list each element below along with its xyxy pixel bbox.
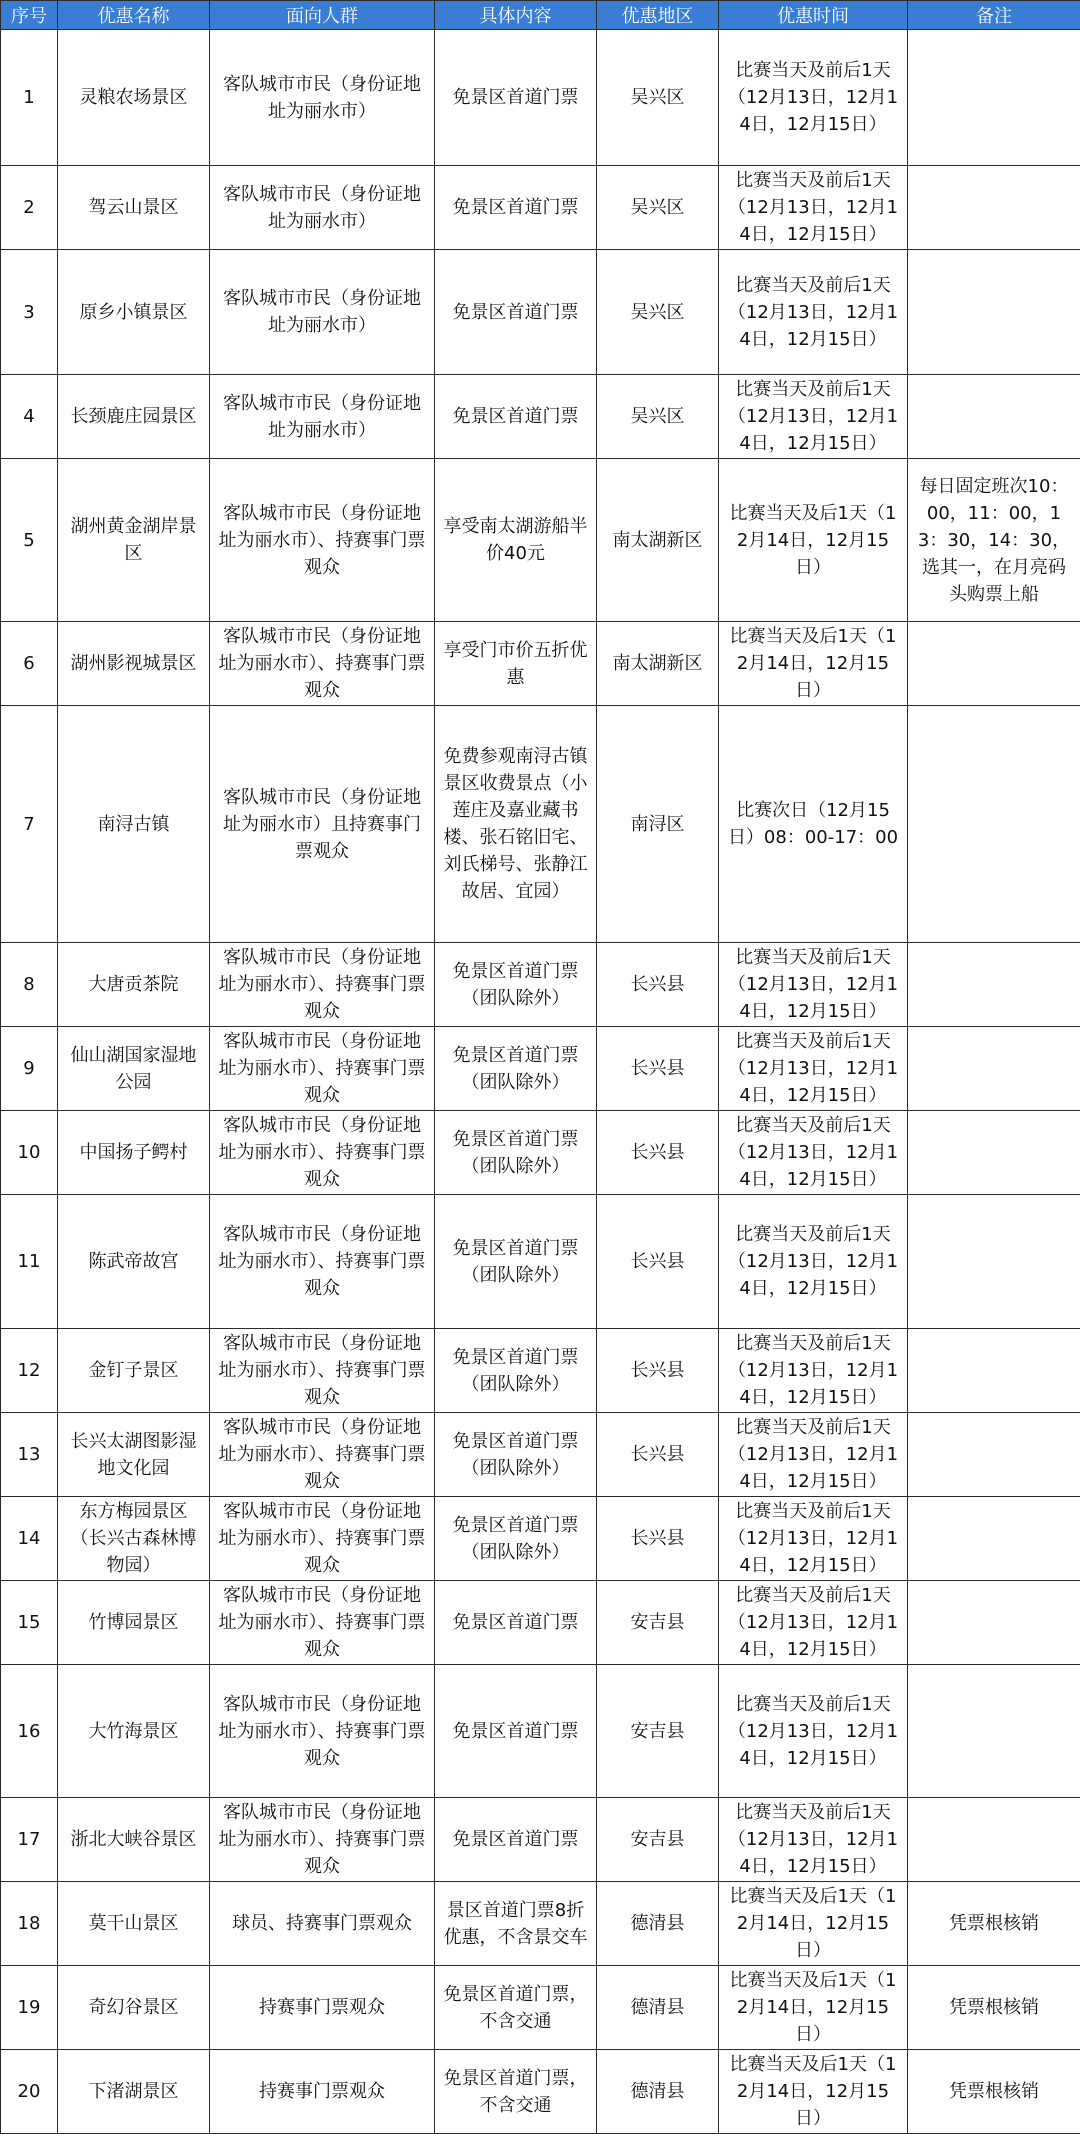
- cell-note: [908, 1111, 1080, 1195]
- cell-no: 7: [1, 706, 58, 943]
- cell-audience: 客队城市市民（身份证地址为丽水市）、持赛事门票观众: [210, 1329, 435, 1413]
- cell-content: 免景区首道门票: [435, 166, 597, 250]
- cell-area: 长兴县: [597, 943, 719, 1027]
- table-row: [1, 706, 1080, 943]
- cell-time: 比赛当天及前后1天（12月13日，12月14日，12月15日）: [719, 1111, 908, 1195]
- cell-name: 长颈鹿庄园景区: [58, 375, 210, 459]
- header-no: 序号: [1, 1, 58, 30]
- cell-time: 比赛次日（12月15日）08：00-17：00: [719, 706, 908, 943]
- cell-content: 免景区首道门票: [435, 250, 597, 375]
- cell-name: 原乡小镇景区: [58, 250, 210, 375]
- header-area: 优惠地区: [597, 1, 719, 30]
- cell-no: 12: [1, 1329, 58, 1413]
- cell-area: 南浔区: [597, 706, 719, 943]
- cell-audience: 客队城市市民（身份证地址为丽水市）、持赛事门票观众: [210, 1665, 435, 1798]
- cell-note: [908, 1497, 1080, 1581]
- cell-name: 仙山湖国家湿地公园: [58, 1027, 210, 1111]
- cell-time: 比赛当天及后1天（12月14日，12月15日）: [719, 1882, 908, 1966]
- cell-name: 浙北大峡谷景区: [58, 1798, 210, 1882]
- cell-audience: 客队城市市民（身份证地址为丽水市）且持赛事门票观众: [210, 706, 435, 943]
- cell-note: [908, 1581, 1080, 1665]
- cell-audience: 客队城市市民（身份证地址为丽水市）、持赛事门票观众: [210, 1798, 435, 1882]
- cell-area: 吴兴区: [597, 30, 719, 166]
- cell-content: 免景区首道门票（团队除外）: [435, 1111, 597, 1195]
- cell-audience: 客队城市市民（身份证地址为丽水市）: [210, 30, 435, 166]
- cell-area: 长兴县: [597, 1027, 719, 1111]
- cell-area: 吴兴区: [597, 166, 719, 250]
- table-row: [1, 1882, 1080, 1966]
- cell-content: 免景区首道门票，不含交通: [435, 2050, 597, 2134]
- cell-no: 8: [1, 943, 58, 1027]
- cell-content: 免景区首道门票（团队除外）: [435, 1413, 597, 1497]
- cell-no: 9: [1, 1027, 58, 1111]
- cell-time: 比赛当天及后1天（12月14日，12月15日）: [719, 622, 908, 706]
- table-row: [1, 943, 1080, 1027]
- table-row: [1, 1665, 1080, 1798]
- cell-name: 莫干山景区: [58, 1882, 210, 1966]
- cell-audience: 客队城市市民（身份证地址为丽水市）、持赛事门票观众: [210, 1413, 435, 1497]
- cell-name: 东方梅园景区（长兴古森林博物园）: [58, 1497, 210, 1581]
- cell-area: 长兴县: [597, 1111, 719, 1195]
- cell-time: 比赛当天及前后1天（12月13日，12月14日，12月15日）: [719, 1195, 908, 1329]
- cell-no: 5: [1, 459, 58, 622]
- table-row: [1, 1027, 1080, 1111]
- header-content: 具体内容: [435, 1, 597, 30]
- cell-note: [908, 1798, 1080, 1882]
- table-row: [1, 622, 1080, 706]
- cell-area: 长兴县: [597, 1195, 719, 1329]
- cell-no: 20: [1, 2050, 58, 2134]
- cell-content: 免景区首道门票，不含交通: [435, 1966, 597, 2050]
- cell-name: 下渚湖景区: [58, 2050, 210, 2134]
- table-row: [1, 1329, 1080, 1413]
- table-row: [1, 1798, 1080, 1882]
- cell-area: 长兴县: [597, 1329, 719, 1413]
- cell-note: 凭票根核销: [908, 1882, 1080, 1966]
- cell-name: 中国扬子鳄村: [58, 1111, 210, 1195]
- cell-content: 免费参观南浔古镇景区收费景点（小莲庄及嘉业藏书楼、张石铭旧宅、刘氏梯号、张静江故居、宜园）: [435, 706, 597, 943]
- cell-content: 免景区首道门票（团队除外）: [435, 1497, 597, 1581]
- cell-area: 德清县: [597, 1882, 719, 1966]
- cell-note: [908, 30, 1080, 166]
- cell-no: 13: [1, 1413, 58, 1497]
- cell-time: 比赛当天及后1天（12月14日，12月15日）: [719, 2050, 908, 2134]
- cell-content: 免景区首道门票: [435, 1665, 597, 1798]
- cell-time: 比赛当天及前后1天（12月13日，12月14日，12月15日）: [719, 1329, 908, 1413]
- cell-name: 灵粮农场景区: [58, 30, 210, 166]
- cell-audience: 客队城市市民（身份证地址为丽水市）、持赛事门票观众: [210, 459, 435, 622]
- cell-time: 比赛当天及前后1天（12月13日，12月14日，12月15日）: [719, 375, 908, 459]
- cell-no: 6: [1, 622, 58, 706]
- cell-note: [908, 1027, 1080, 1111]
- table-row: [1, 166, 1080, 250]
- cell-audience: 持赛事门票观众: [210, 1966, 435, 2050]
- cell-note: [908, 1329, 1080, 1413]
- cell-time: 比赛当天及前后1天（12月13日，12月14日，12月15日）: [719, 30, 908, 166]
- cell-note: [908, 1665, 1080, 1798]
- table-row: [1, 459, 1080, 622]
- cell-content: 免景区首道门票（团队除外）: [435, 1027, 597, 1111]
- cell-no: 19: [1, 1966, 58, 2050]
- cell-content: 免景区首道门票: [435, 1581, 597, 1665]
- table-header-row: [1, 1, 1080, 30]
- cell-content: 免景区首道门票（团队除外）: [435, 1195, 597, 1329]
- cell-no: 14: [1, 1497, 58, 1581]
- cell-note: [908, 1413, 1080, 1497]
- cell-audience: 客队城市市民（身份证地址为丽水市）: [210, 166, 435, 250]
- header-name: 优惠名称: [58, 1, 210, 30]
- cell-time: 比赛当天及前后1天（12月13日，12月14日，12月15日）: [719, 1665, 908, 1798]
- table-row: [1, 30, 1080, 166]
- cell-time: 比赛当天及前后1天（12月13日，12月14日，12月15日）: [719, 1798, 908, 1882]
- cell-name: 湖州黄金湖岸景区: [58, 459, 210, 622]
- cell-time: 比赛当天及前后1天（12月13日，12月14日，12月15日）: [719, 943, 908, 1027]
- table-row: [1, 1195, 1080, 1329]
- cell-content: 免景区首道门票: [435, 1798, 597, 1882]
- cell-audience: 客队城市市民（身份证地址为丽水市）: [210, 250, 435, 375]
- cell-name: 大竹海景区: [58, 1665, 210, 1798]
- cell-name: 竹博园景区: [58, 1581, 210, 1665]
- cell-audience: 客队城市市民（身份证地址为丽水市）、持赛事门票观众: [210, 943, 435, 1027]
- cell-time: 比赛当天及前后1天（12月13日，12月14日，12月15日）: [719, 166, 908, 250]
- table-row: [1, 1413, 1080, 1497]
- cell-time: 比赛当天及后1天（12月14日，12月15日）: [719, 1966, 908, 2050]
- cell-content: 免景区首道门票（团队除外）: [435, 943, 597, 1027]
- cell-content: 免景区首道门票: [435, 375, 597, 459]
- table-row: [1, 375, 1080, 459]
- cell-area: 德清县: [597, 1966, 719, 2050]
- cell-name: 陈武帝故宫: [58, 1195, 210, 1329]
- cell-note: [908, 622, 1080, 706]
- cell-audience: 持赛事门票观众: [210, 2050, 435, 2134]
- cell-audience: 客队城市市民（身份证地址为丽水市）、持赛事门票观众: [210, 1195, 435, 1329]
- table-row: [1, 1581, 1080, 1665]
- cell-area: 长兴县: [597, 1413, 719, 1497]
- cell-note: 凭票根核销: [908, 1966, 1080, 2050]
- cell-no: 1: [1, 30, 58, 166]
- cell-area: 德清县: [597, 2050, 719, 2134]
- cell-no: 15: [1, 1581, 58, 1665]
- cell-name: 南浔古镇: [58, 706, 210, 943]
- cell-name: 金钉子景区: [58, 1329, 210, 1413]
- cell-note: [908, 250, 1080, 375]
- cell-note: 每日固定班次10：00，11：00，13：30，14：30，选其一，在月亮码头购票上船: [908, 459, 1080, 622]
- cell-time: 比赛当天及前后1天（12月13日，12月14日，12月15日）: [719, 1581, 908, 1665]
- cell-audience: 客队城市市民（身份证地址为丽水市）、持赛事门票观众: [210, 1497, 435, 1581]
- cell-content: 享受门市价五折优惠: [435, 622, 597, 706]
- header-note: 备注: [908, 1, 1080, 30]
- cell-time: 比赛当天及前后1天（12月13日，12月14日，12月15日）: [719, 250, 908, 375]
- cell-audience: 客队城市市民（身份证地址为丽水市）: [210, 375, 435, 459]
- cell-area: 长兴县: [597, 1497, 719, 1581]
- cell-area: 南太湖新区: [597, 459, 719, 622]
- cell-audience: 客队城市市民（身份证地址为丽水市）、持赛事门票观众: [210, 622, 435, 706]
- cell-no: 4: [1, 375, 58, 459]
- table-row: [1, 250, 1080, 375]
- table-row: [1, 1497, 1080, 1581]
- cell-note: [908, 375, 1080, 459]
- cell-no: 16: [1, 1665, 58, 1798]
- cell-no: 2: [1, 166, 58, 250]
- cell-area: 南太湖新区: [597, 622, 719, 706]
- cell-area: 吴兴区: [597, 375, 719, 459]
- cell-no: 17: [1, 1798, 58, 1882]
- table-row: [1, 1966, 1080, 2050]
- cell-no: 18: [1, 1882, 58, 1966]
- cell-time: 比赛当天及前后1天（12月13日，12月14日，12月15日）: [719, 1497, 908, 1581]
- cell-no: 11: [1, 1195, 58, 1329]
- cell-area: 安吉县: [597, 1665, 719, 1798]
- cell-name: 驾云山景区: [58, 166, 210, 250]
- cell-note: [908, 166, 1080, 250]
- cell-content: 免景区首道门票（团队除外）: [435, 1329, 597, 1413]
- cell-time: 比赛当天及前后1天（12月13日，12月14日，12月15日）: [719, 1027, 908, 1111]
- cell-area: 安吉县: [597, 1798, 719, 1882]
- cell-name: 奇幻谷景区: [58, 1966, 210, 2050]
- cell-name: 湖州影视城景区: [58, 622, 210, 706]
- table-row: [1, 2050, 1080, 2134]
- cell-note: [908, 706, 1080, 943]
- cell-audience: 客队城市市民（身份证地址为丽水市）、持赛事门票观众: [210, 1027, 435, 1111]
- cell-content: 享受南太湖游船半价40元: [435, 459, 597, 622]
- cell-time: 比赛当天及前后1天（12月13日，12月14日，12月15日）: [719, 1413, 908, 1497]
- cell-content: 景区首道门票8折优惠，不含景交车: [435, 1882, 597, 1966]
- cell-no: 3: [1, 250, 58, 375]
- cell-note: [908, 1195, 1080, 1329]
- cell-content: 免景区首道门票: [435, 30, 597, 166]
- cell-audience: 客队城市市民（身份证地址为丽水市）、持赛事门票观众: [210, 1581, 435, 1665]
- cell-no: 10: [1, 1111, 58, 1195]
- cell-note: 凭票根核销: [908, 2050, 1080, 2134]
- table-row: [1, 1111, 1080, 1195]
- cell-area: 吴兴区: [597, 250, 719, 375]
- table-body: [1, 30, 1080, 2134]
- header-time: 优惠时间: [719, 1, 908, 30]
- cell-area: 安吉县: [597, 1581, 719, 1665]
- cell-audience: 球员、持赛事门票观众: [210, 1882, 435, 1966]
- cell-time: 比赛当天及后1天（12月14日，12月15日）: [719, 459, 908, 622]
- cell-note: [908, 943, 1080, 1027]
- cell-audience: 客队城市市民（身份证地址为丽水市）、持赛事门票观众: [210, 1111, 435, 1195]
- cell-name: 大唐贡茶院: [58, 943, 210, 1027]
- header-audience: 面向人群: [210, 1, 435, 30]
- cell-name: 长兴太湖图影湿地文化园: [58, 1413, 210, 1497]
